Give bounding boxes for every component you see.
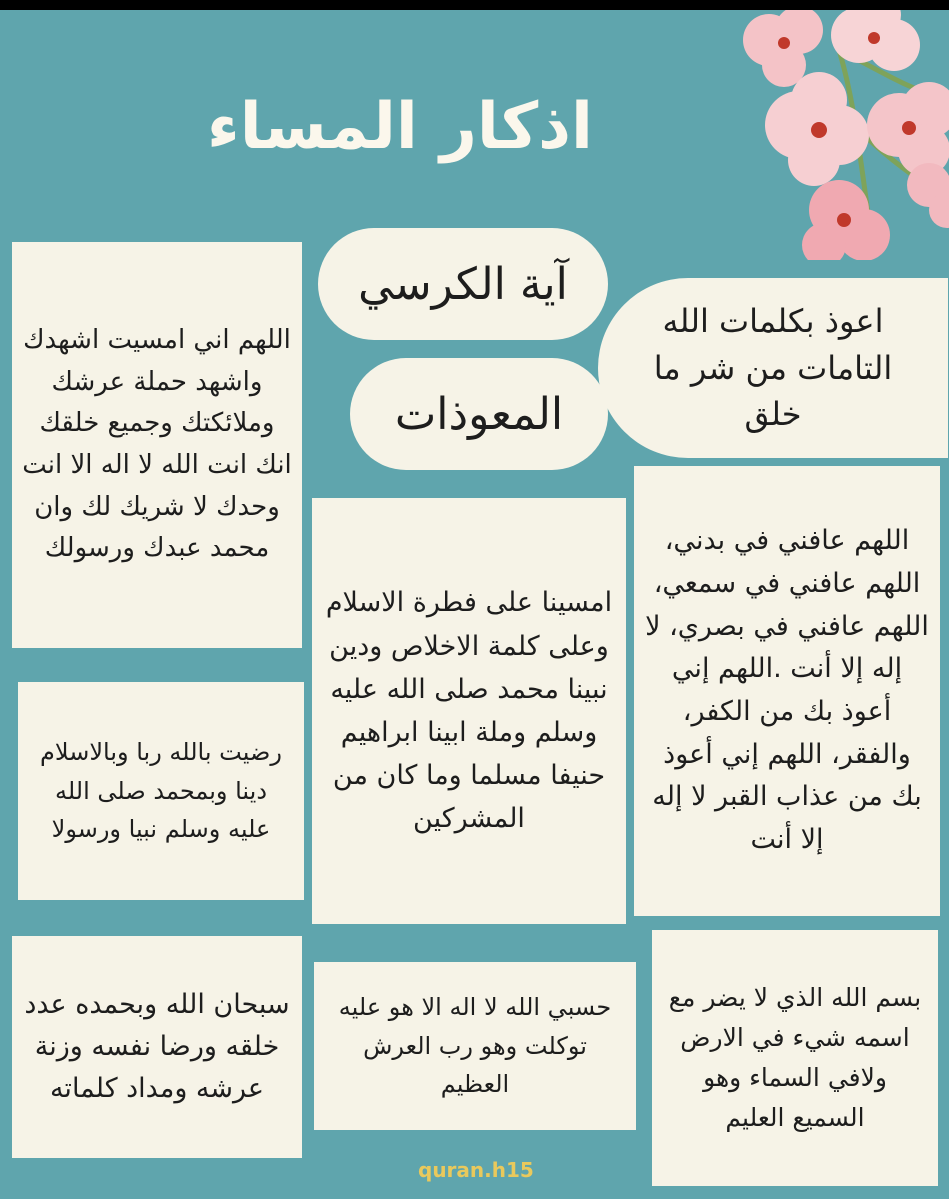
pill-ayat-alkursi xyxy=(318,228,608,340)
card-amsayna-text: امسينا على فطرة الاسلام وعلى كلمة الاخلاص ودين نبينا محمد صلى الله عليه وسلم وملة ابينا ابراهيم حنيفا مسلما وما كان من المشركين xyxy=(325,587,613,835)
card-amsayna xyxy=(312,498,626,924)
pill-almuawwidhat-label: المعوذات xyxy=(394,388,564,440)
card-bismillah xyxy=(652,930,938,1186)
page-title: اذكار المساء xyxy=(207,90,593,164)
poster xyxy=(0,10,949,1199)
card-bismillah-text: بسم الله الذي لا يضر مع اسمه شيء في الارض ولافي السماء وهو السميع العليم xyxy=(668,983,922,1132)
pill-aoudhu xyxy=(598,278,948,458)
watermark: quran.h15 xyxy=(418,1158,534,1182)
card-allahumma-amsayt-text: اللهم اني امسيت اشهدك واشهد حملة عرشك وملائكتك وجميع خلقك انك انت الله لا اله الا انت وحدك لا شريك لك وان محمد عبدك ورسولك xyxy=(22,325,292,564)
card-allahumma-aafini-text: اللهم عافني في بدني، اللهم عافني في سمعي، اللهم عافني في بصري، لا إله إلا أنت .اللهم إني أعوذ بك من الكفر، والفقر، اللهم إني أعوذ بك من عذاب القبر لا إله إلا أنت xyxy=(645,525,929,855)
pill-aoudhu-text: اعوذ بكلمات الله التامات من شر ما خلق xyxy=(653,302,893,434)
pill-almuawwidhat xyxy=(350,358,608,470)
card-radeetu-text: رضيت بالله ربا وبالاسلام دينا وبمحمد صلى الله عليه وسلم نبيا ورسولا xyxy=(40,738,282,844)
card-radeetu xyxy=(18,682,304,900)
card-allahumma-aafini xyxy=(634,466,940,916)
cherry-blossom-decoration xyxy=(689,10,949,260)
card-allahumma-amsayt xyxy=(12,242,302,648)
card-subhanallah-text: سبحان الله وبحمده عدد خلقه ورضا نفسه وزنة عرشه ومداد كلماته xyxy=(24,989,290,1104)
card-hasbiyallah-text: حسبي الله لا اله الا هو عليه توكلت وهو رب العرش العظيم xyxy=(338,993,612,1099)
flower-6 xyxy=(907,163,949,228)
card-hasbiyallah xyxy=(314,962,636,1130)
card-subhanallah xyxy=(12,936,302,1158)
pill-ayat-alkursi-label: آية الكرسي xyxy=(358,258,568,310)
